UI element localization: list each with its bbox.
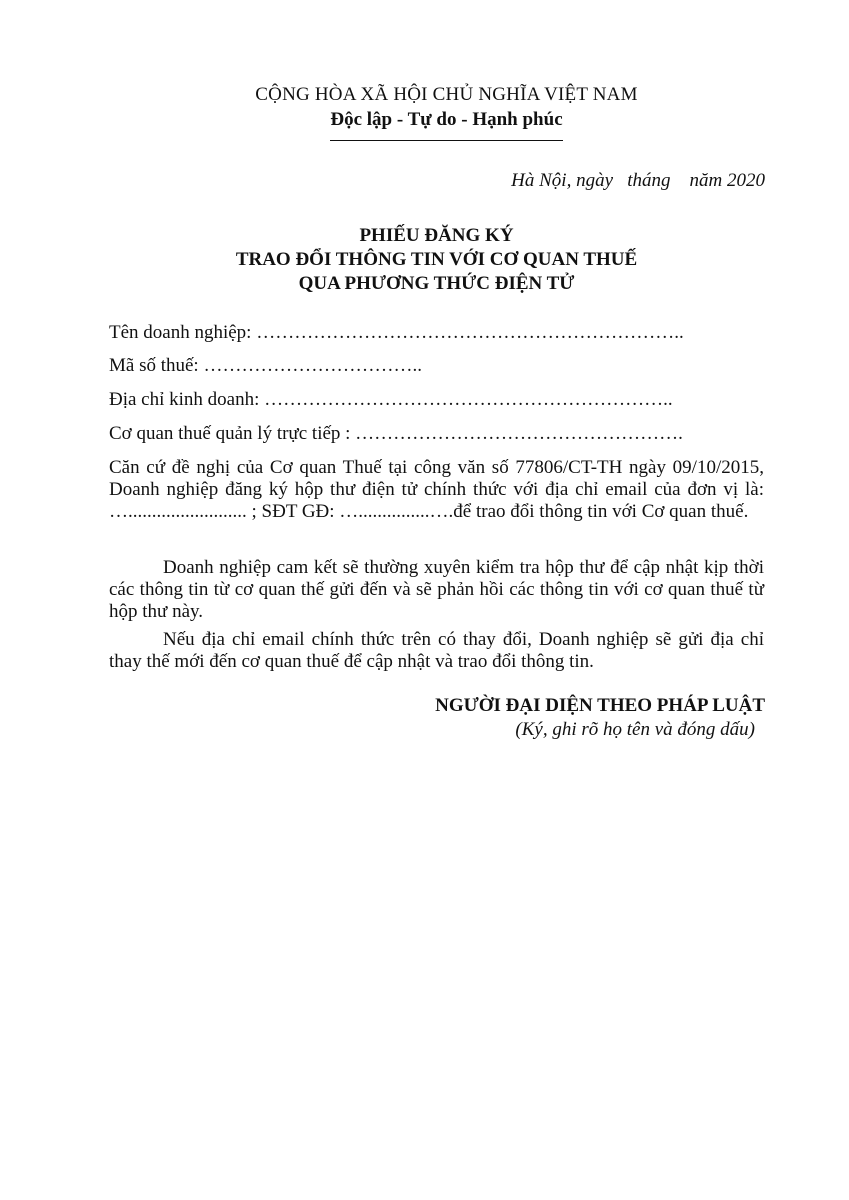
tax-code-field: Mã số thuế: …………………………….. (109, 355, 422, 376)
national-motto: Độc lập - Tự do - Hạnh phúc (330, 109, 563, 130)
paragraph-registration: Căn cứ đề nghị của Cơ quan Thuế tại công văn số 77806/CT-TH ngày 09/10/2015, Doanh nghiệp đăng ký hộp thư điện tử chính thức với địa chỉ email của đơn vị là: …......................... ; SĐT GĐ: …...............….để trao đổi thông tin với Cơ quan thuế. (109, 457, 764, 522)
form-title-line-2: TRAO ĐỔI THÔNG TIN VỚI CƠ QUAN THUẾ (235, 249, 638, 270)
signature-title: NGƯỜI ĐẠI DIỆN THEO PHÁP LUẬT (435, 695, 765, 716)
signature-block (405, 694, 765, 742)
company-name-field: Tên doanh nghiệp: ………………………………………………………….. (109, 322, 684, 343)
business-address-field: Địa chỉ kinh doanh: ……………………………………………………….. (109, 389, 673, 410)
paragraph-commitment: Doanh nghiệp cam kết sẽ thường xuyên kiểm tra hộp thư để cập nhật kịp thời các thông tin từ cơ quan thế gửi đến và sẽ phản hồi các thông tin với cơ quan thuế từ hộp thư này. (109, 557, 764, 622)
form-title-line-1: PHIẾU ĐĂNG KÝ (359, 225, 514, 246)
paragraph-change-notice: Nếu địa chỉ email chính thức trên có thay đổi, Doanh nghiệp sẽ gửi địa chỉ thay thế mới đến cơ quan thuế để cập nhật và trao đổi thông tin. (109, 629, 764, 672)
motto-underline (330, 140, 563, 141)
national-header (22, 82, 849, 141)
republic-heading: CỘNG HÒA XÃ HỘI CHỦ NGHĨA VIỆT NAM (255, 84, 638, 105)
place-date: Hà Nội, ngày tháng năm 2020 (511, 170, 765, 191)
form-title-line-3: QUA PHƯƠNG THỨC ĐIỆN TỬ (298, 273, 575, 294)
signature-note: (Ký, ghi rõ họ tên và đóng dấu) (515, 719, 755, 740)
tax-office-field: Cơ quan thuế quản lý trực tiếp : ……………………………………………. (109, 423, 683, 444)
form-title (12, 224, 849, 296)
